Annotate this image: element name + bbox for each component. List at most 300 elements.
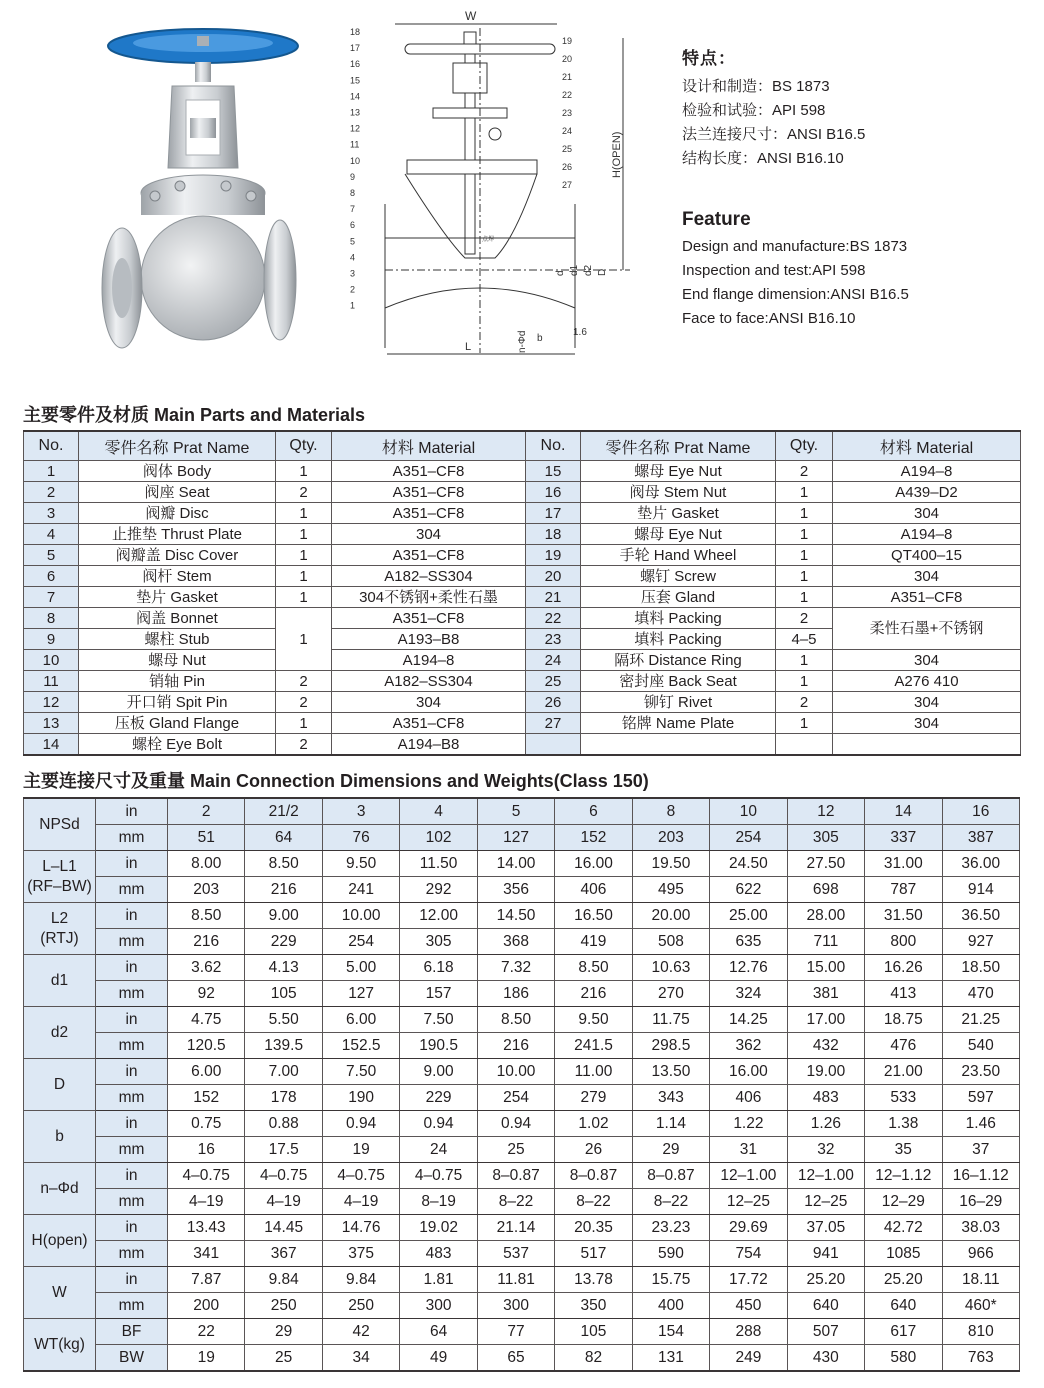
part-name: 密封座 Back Seat	[581, 671, 776, 692]
dim-value: 19.00	[787, 1059, 864, 1085]
dim-value: 186	[477, 981, 554, 1007]
dim-value: 12	[787, 798, 864, 825]
dim-value: 9.50	[322, 851, 399, 877]
callout-number: 14	[350, 91, 361, 102]
callout-number: 9	[350, 171, 356, 182]
part-name: 阀盖 Bonnet	[79, 608, 276, 629]
part-qty: 1	[276, 545, 332, 566]
dim-unit: in	[96, 903, 168, 929]
dims-row	[24, 981, 1020, 1007]
dim-group-label: NPSd	[24, 798, 96, 851]
part-name: 销轴 Pin	[79, 671, 276, 692]
dim-value: 8–22	[477, 1189, 554, 1215]
dim-value: 4–19	[245, 1189, 322, 1215]
dim-value: 12–25	[787, 1189, 864, 1215]
dim-value: 25.00	[710, 903, 787, 929]
dims-row	[24, 851, 1020, 877]
dim-unit: mm	[96, 1085, 168, 1111]
part-no: 3	[24, 503, 79, 524]
dim-unit: in	[96, 1007, 168, 1033]
dim-value: 25	[477, 1137, 554, 1163]
dim-value: 362	[710, 1033, 787, 1059]
dim-value: 12–29	[865, 1189, 942, 1215]
dim-value: 23.23	[632, 1215, 709, 1241]
dim-value: 19	[322, 1137, 399, 1163]
dim-value: 375	[322, 1241, 399, 1267]
dim-value: 517	[555, 1241, 632, 1267]
dim-value: 413	[865, 981, 942, 1007]
part-material: A194–8	[332, 650, 526, 671]
dim-value: 9.00	[245, 903, 322, 929]
dim-value: 25	[245, 1345, 322, 1372]
feature-line-cn: 结构长度：ANSI B16.10	[682, 150, 844, 167]
dim-value: 18.75	[865, 1007, 942, 1033]
dim-value: 76	[322, 825, 399, 851]
dim-w: W	[465, 9, 477, 23]
dim-value: 20.35	[555, 1215, 632, 1241]
dim-value: 24.50	[710, 851, 787, 877]
part-qty: 1	[276, 713, 332, 734]
dim-value: 387	[942, 825, 1019, 851]
part-no: 7	[24, 587, 79, 608]
dim-value: 279	[555, 1085, 632, 1111]
part-qty: 2	[276, 671, 332, 692]
dim-value: 300	[477, 1293, 554, 1319]
dim-value: 4–19	[168, 1189, 245, 1215]
dim-value: 11.00	[555, 1059, 632, 1085]
part-name: 阀座 Seat	[79, 482, 276, 503]
dim-value: 1.38	[865, 1111, 942, 1137]
part-qty: 1	[776, 524, 833, 545]
dim-value: 157	[400, 981, 477, 1007]
dim-value: 14.76	[322, 1215, 399, 1241]
part-material: A351–CF8	[833, 587, 1021, 608]
part-name: 垫片 Gasket	[79, 587, 276, 608]
dim-value: 1.26	[787, 1111, 864, 1137]
dims-row	[24, 1085, 1020, 1111]
dim-unit: in	[96, 798, 168, 825]
part-no: 10	[24, 650, 79, 671]
dim-value: 4.13	[245, 955, 322, 981]
callout-number: 10	[350, 155, 361, 166]
dims-header-row	[24, 825, 1020, 851]
dim-value: 419	[555, 929, 632, 955]
dim-value: 14	[865, 798, 942, 825]
dim-value: 19.50	[632, 851, 709, 877]
dim-value: 8–22	[632, 1189, 709, 1215]
dim-value: 16.26	[865, 955, 942, 981]
dim-value: 190	[322, 1085, 399, 1111]
part-material: 304	[833, 692, 1021, 713]
part-name: 螺母 Eye Nut	[581, 461, 776, 482]
part-no: 24	[526, 650, 581, 671]
dim-value: 28.00	[787, 903, 864, 929]
dim-b: b	[537, 333, 543, 344]
dim-value: 7.50	[400, 1007, 477, 1033]
dims-row	[24, 929, 1020, 955]
dims-row	[24, 1137, 1020, 1163]
dim-value: 10.00	[322, 903, 399, 929]
dim-value: 250	[245, 1293, 322, 1319]
part-material: A182–SS304	[332, 566, 526, 587]
header-material: 材料 Material	[332, 431, 526, 461]
dim-value: 0.88	[245, 1111, 322, 1137]
part-name: 阀瓣盖 Disc Cover	[79, 545, 276, 566]
dim-value: 4–0.75	[400, 1163, 477, 1189]
part-no: 21	[526, 587, 581, 608]
dim-unit: mm	[96, 929, 168, 955]
callout-number: 5	[350, 236, 356, 247]
dim-value: 406	[555, 877, 632, 903]
part-material: 304	[332, 692, 526, 713]
dim-value: 580	[865, 1345, 942, 1372]
dim-value: 21/2	[245, 798, 322, 825]
dim-value: 1.14	[632, 1111, 709, 1137]
dim-value: 82	[555, 1345, 632, 1372]
part-name: 螺母 Eye Nut	[581, 524, 776, 545]
dim-value: 92	[168, 981, 245, 1007]
dim-value: 24	[400, 1137, 477, 1163]
dim-value: 200	[168, 1293, 245, 1319]
dim-value: 42.72	[865, 1215, 942, 1241]
dim-value: 37.05	[787, 1215, 864, 1241]
dims-row	[24, 1007, 1020, 1033]
dim-value: 254	[322, 929, 399, 955]
parts-row	[24, 650, 1021, 671]
part-qty: 1	[776, 671, 833, 692]
dim-value: 8.50	[168, 903, 245, 929]
dim-value: 787	[865, 877, 942, 903]
part-qty: 2	[276, 692, 332, 713]
dim-value: 763	[942, 1345, 1019, 1372]
dim-h-open: H(OPEN)	[611, 131, 623, 178]
dim-value: 406	[710, 1085, 787, 1111]
dim-group-label: b	[24, 1111, 96, 1163]
part-qty: 1	[776, 503, 833, 524]
dim-d2: d2	[583, 264, 594, 276]
part-no: 20	[526, 566, 581, 587]
dim-value: 597	[942, 1085, 1019, 1111]
part-name: 压套 Gland	[581, 587, 776, 608]
dim-value: 8–22	[555, 1189, 632, 1215]
dim-value: 19.02	[400, 1215, 477, 1241]
dims-row	[24, 1241, 1020, 1267]
part-no: 2	[24, 482, 79, 503]
part-material: 304	[833, 566, 1021, 587]
dim-group-label: L–L1 (RF–BW)	[24, 851, 96, 903]
dim-value: 11.75	[632, 1007, 709, 1033]
part-material: A351–CF8	[332, 713, 526, 734]
dim-value: 1.81	[400, 1267, 477, 1293]
feature-line-cn: 设计和制造：BS 1873	[682, 78, 830, 95]
part-no: 17	[526, 503, 581, 524]
dim-value: 16.50	[555, 903, 632, 929]
dim-value: 6.18	[400, 955, 477, 981]
part-name: 螺母 Nut	[79, 650, 276, 671]
callout-number: 26	[562, 162, 573, 172]
header-material: 材料 Material	[833, 431, 1021, 461]
feature-line-cn: 法兰连接尺寸：ANSI B16.5	[682, 126, 866, 143]
callout-number: 11	[350, 139, 360, 150]
dim-value: 16	[168, 1137, 245, 1163]
part-qty: 1	[776, 545, 833, 566]
dim-unit: BF	[96, 1319, 168, 1345]
dim-value: 1.02	[555, 1111, 632, 1137]
dim-value: 8.50	[555, 955, 632, 981]
dim-value: 8–19	[400, 1189, 477, 1215]
callout-number: 21	[562, 72, 573, 82]
dim-value: 64	[400, 1319, 477, 1345]
dim-value: 533	[865, 1085, 942, 1111]
callout-number: 19	[562, 36, 573, 46]
dim-value: 29.69	[710, 1215, 787, 1241]
dim-value: 5	[477, 798, 554, 825]
feature-line-en: Design and manufacture:BS 1873	[682, 238, 908, 255]
parts-table	[23, 430, 1021, 756]
dim-value: 337	[865, 825, 942, 851]
header-no: No.	[526, 431, 581, 461]
dim-value: 430	[787, 1345, 864, 1372]
part-material: 304	[833, 503, 1021, 524]
part-no: 4	[24, 524, 79, 545]
part-no: 26	[526, 692, 581, 713]
callout-number: 7	[350, 204, 356, 215]
dim-value: 17.72	[710, 1267, 787, 1293]
dim-value: 26	[555, 1137, 632, 1163]
dim-group-label: W	[24, 1267, 96, 1319]
part-name: 阀母 Stem Nut	[581, 482, 776, 503]
dim-value: 254	[710, 825, 787, 851]
part-material: A439–D2	[833, 482, 1021, 503]
part-no: 27	[526, 713, 581, 734]
dim-value: 0.75	[168, 1111, 245, 1137]
dim-value: 12.76	[710, 955, 787, 981]
dim-unit: mm	[96, 825, 168, 851]
dim-value: 12–1.00	[710, 1163, 787, 1189]
dim-value: 343	[632, 1085, 709, 1111]
part-material: A194–B8	[332, 734, 526, 756]
dim-group-label: n–Φd	[24, 1163, 96, 1215]
dim-value: 640	[865, 1293, 942, 1319]
part-name: 填料 Packing	[581, 608, 776, 629]
dim-value: 298.5	[632, 1033, 709, 1059]
part-qty: 1	[276, 608, 332, 671]
part-qty: 1	[776, 482, 833, 503]
parts-row	[24, 503, 1021, 524]
dim-value: 17.00	[787, 1007, 864, 1033]
dim-value: 305	[787, 825, 864, 851]
dim-value: 635	[710, 929, 787, 955]
part-name: 垫片 Gasket	[581, 503, 776, 524]
dim-value: 1085	[865, 1241, 942, 1267]
dim-value: 35	[865, 1137, 942, 1163]
dim-value: 16–1.12	[942, 1163, 1019, 1189]
part-qty	[776, 734, 833, 756]
part-material: A182–SS304	[332, 671, 526, 692]
dim-value: 38.03	[942, 1215, 1019, 1241]
dim-value: 8–0.87	[477, 1163, 554, 1189]
part-material: A351–CF8	[332, 503, 526, 524]
feature-line-cn: 检验和试验：API 598	[682, 102, 826, 119]
dim-value: 254	[477, 1085, 554, 1111]
dim-value: 19	[168, 1345, 245, 1372]
part-name: 阀瓣 Disc	[79, 503, 276, 524]
dim-unit: mm	[96, 1189, 168, 1215]
part-name	[581, 734, 776, 756]
part-no: 12	[24, 692, 79, 713]
dim-value: 139.5	[245, 1033, 322, 1059]
dim-value: 12–25	[710, 1189, 787, 1215]
dim-value: 11.81	[477, 1267, 554, 1293]
dim-value: 7.00	[245, 1059, 322, 1085]
dim-unit: in	[96, 1163, 168, 1189]
dim-value: 8	[632, 798, 709, 825]
dim-value: 8.00	[168, 851, 245, 877]
dim-value: 216	[555, 981, 632, 1007]
dim-value: 3.62	[168, 955, 245, 981]
dim-value: 1.22	[710, 1111, 787, 1137]
dim-value: 495	[632, 877, 709, 903]
dim-value: 324	[710, 981, 787, 1007]
dims-row	[24, 1163, 1020, 1189]
feature-line-en: Inspection and test:API 598	[682, 262, 866, 279]
part-no	[526, 734, 581, 756]
dims-row	[24, 955, 1020, 981]
part-qty: 4–5	[776, 629, 833, 650]
dim-value: 37	[942, 1137, 1019, 1163]
dim-value: 711	[787, 929, 864, 955]
dimensions-table	[23, 797, 1020, 1372]
part-name: 手轮 Hand Wheel	[581, 545, 776, 566]
header-no: No.	[24, 431, 79, 461]
dim-value: 270	[632, 981, 709, 1007]
part-qty: 2	[776, 608, 833, 629]
callout-number: 25	[562, 144, 573, 154]
part-material: A193–B8	[332, 629, 526, 650]
dim-value: 288	[710, 1319, 787, 1345]
dim-value: 16.00	[555, 851, 632, 877]
header-qty: Qty.	[776, 431, 833, 461]
dim-group-label: d2	[24, 1007, 96, 1059]
header-qty: Qty.	[276, 431, 332, 461]
part-material: 304	[833, 713, 1021, 734]
dim-value: 8.50	[245, 851, 322, 877]
features-title-en: Feature	[682, 209, 751, 230]
dim-value: 12–1.00	[787, 1163, 864, 1189]
dim-value: 105	[555, 1319, 632, 1345]
dim-value: 178	[245, 1085, 322, 1111]
features-title-cn: 特点：	[682, 49, 736, 68]
dim-value: 12.00	[400, 903, 477, 929]
part-material: 柔性石墨+不锈钢	[833, 608, 1021, 650]
dim-value: 4.75	[168, 1007, 245, 1033]
dim-value: 537	[477, 1241, 554, 1267]
dim-value: 356	[477, 877, 554, 903]
dim-d1: d1	[569, 264, 580, 276]
part-material: 304	[332, 524, 526, 545]
part-name: 铆钉 Rivet	[581, 692, 776, 713]
part-no: 14	[24, 734, 79, 756]
dim-value: 250	[322, 1293, 399, 1319]
dim-value: 203	[168, 877, 245, 903]
part-no: 18	[526, 524, 581, 545]
part-name: 螺栓 Eye Bolt	[79, 734, 276, 756]
part-material: A276 410	[833, 671, 1021, 692]
part-qty: 1	[776, 587, 833, 608]
callout-number: 8	[350, 188, 356, 198]
callout-number: 6	[350, 220, 356, 231]
parts-section-title: 主要零件及材质 Main Parts and Materials	[23, 405, 366, 425]
part-name: 阀体 Body	[79, 461, 276, 482]
dims-row	[24, 1319, 1020, 1345]
dim-value: 754	[710, 1241, 787, 1267]
dim-value: 77	[477, 1319, 554, 1345]
dim-value: 507	[787, 1319, 864, 1345]
dim-value: 14.25	[710, 1007, 787, 1033]
dim-value: 622	[710, 877, 787, 903]
dim-value: 229	[400, 1085, 477, 1111]
dim-value: 216	[245, 877, 322, 903]
dim-value: 49	[400, 1345, 477, 1372]
part-name: 铭牌 Name Plate	[581, 713, 776, 734]
parts-row	[24, 545, 1021, 566]
dim-value: 15.00	[787, 955, 864, 981]
dim-value: 25.20	[787, 1267, 864, 1293]
part-qty: 2	[276, 482, 332, 503]
dim-value: 450	[710, 1293, 787, 1319]
dim-value: 13.43	[168, 1215, 245, 1241]
part-name: 填料 Packing	[581, 629, 776, 650]
part-no: 22	[526, 608, 581, 629]
dims-section-title: 主要连接尺寸及重量 Main Connection Dimensions and Weights(Class 150)	[23, 771, 649, 791]
dim-value: 21.25	[942, 1007, 1019, 1033]
dim-value: 3	[322, 798, 399, 825]
dim-unit: in	[96, 1215, 168, 1241]
part-no: 8	[24, 608, 79, 629]
dim-value: 17.5	[245, 1137, 322, 1163]
dim-value: 216	[477, 1033, 554, 1059]
dim-d: d	[555, 270, 566, 276]
parts-row	[24, 608, 1021, 629]
dim-value: 9.84	[322, 1267, 399, 1293]
dim-value: 6	[555, 798, 632, 825]
part-name: 阀杆 Stem	[79, 566, 276, 587]
dim-value: 966	[942, 1241, 1019, 1267]
parts-row	[24, 692, 1021, 713]
dim-D: D	[597, 268, 608, 276]
dim-n-phi-d: n-Φd	[517, 330, 528, 353]
part-no: 23	[526, 629, 581, 650]
weld-note: 点焊	[482, 237, 495, 243]
part-qty: 1	[776, 713, 833, 734]
dim-value: 152	[168, 1085, 245, 1111]
dim-value: 64	[245, 825, 322, 851]
dim-value: 7.50	[322, 1059, 399, 1085]
part-qty: 1	[276, 461, 332, 482]
part-qty: 1	[276, 587, 332, 608]
dim-value: 31.50	[865, 903, 942, 929]
dim-value: 5.50	[245, 1007, 322, 1033]
dim-value: 16.00	[710, 1059, 787, 1085]
valve-section-drawing	[345, 8, 635, 363]
dim-value: 20.00	[632, 903, 709, 929]
dim-value: 367	[245, 1241, 322, 1267]
dim-value: 914	[942, 877, 1019, 903]
part-material: QT400–15	[833, 545, 1021, 566]
part-no: 19	[526, 545, 581, 566]
dim-value: 7.32	[477, 955, 554, 981]
dim-value: 229	[245, 929, 322, 955]
